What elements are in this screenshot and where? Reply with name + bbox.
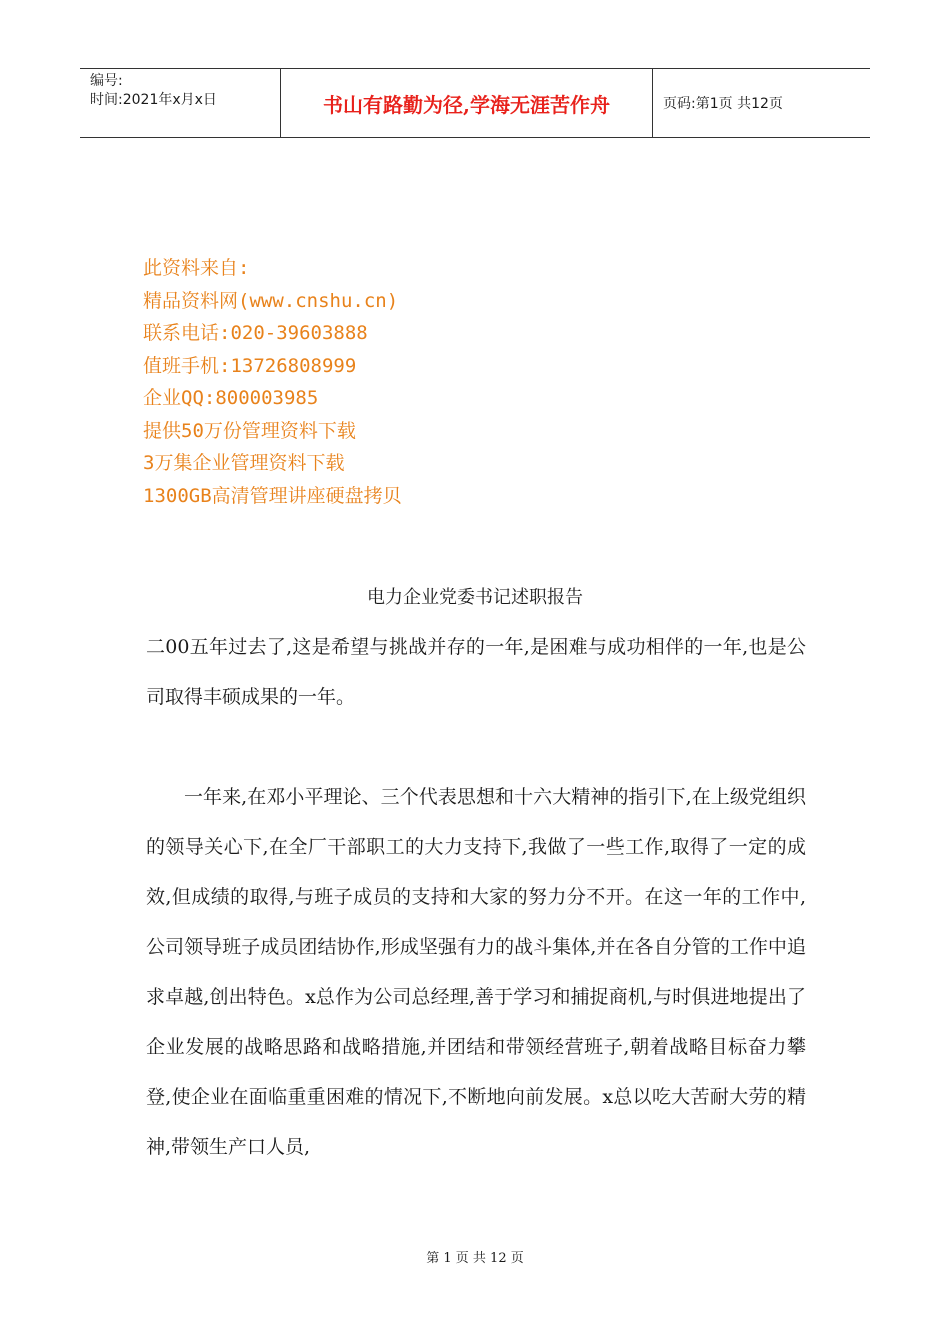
- time-label: 时间:2021年x月x日: [90, 92, 217, 108]
- source-line: 值班手机:13726808999: [143, 354, 357, 377]
- header-motto: 书山有路勤为径,学海无涯苦作舟: [280, 69, 653, 137]
- source-line: 此资料来自:: [143, 257, 250, 279]
- source-line: 企业QQ:800003985: [143, 387, 319, 409]
- paragraph-intro: 二00五年过去了,这是希望与挑战并存的一年,是困难与成功相伴的一年,也是公司取得丰硕成果的一年。: [146, 636, 806, 708]
- page-footer: 第 1 页 共 12 页: [426, 1251, 524, 1266]
- paragraph-body: 一年来,在邓小平理论、三个代表思想和十六大精神的指引下,在上级党组织的领导关心下,在全厂干部职工的大力支持下,我做了一些工作,取得了一定的成效,但成绩的取得,与班子成员的支持和大家的努力分不开。在这一年的工作中,公司领导班子成员团结协作,形成坚强有力的战斗集体,并在各自分管的工作中追求卓越,创出特色。x总作为公司总经理,善于学习和捕捉商机,与时俱进地提出了企业发展的战略思路和战略措施,并团结和带领经营班子,朝着战略目标奋力攀登,使企业在面临重重困难的情况下,不断地向前发展。x总以吃大苦耐大劳的精神,带领生产口人员,: [146, 786, 806, 1158]
- number-label: 编号:: [90, 73, 123, 89]
- source-info-block: [143, 252, 402, 512]
- source-line: 联系电话:020-39603888: [143, 322, 368, 344]
- header-table: [80, 68, 870, 138]
- source-line: 3万集企业管理资料下载: [143, 452, 345, 474]
- source-line: 1300GB高清管理讲座硬盘拷贝: [143, 484, 402, 507]
- header-page-code: 页码:第1页 共12页: [663, 96, 783, 112]
- source-line: 精品资料网(www.cnshu.cn): [143, 289, 399, 312]
- document-title: 电力企业党委书记述职报告: [367, 587, 583, 608]
- source-line: 提供50万份管理资料下载: [143, 419, 356, 442]
- header-meta: [80, 69, 280, 137]
